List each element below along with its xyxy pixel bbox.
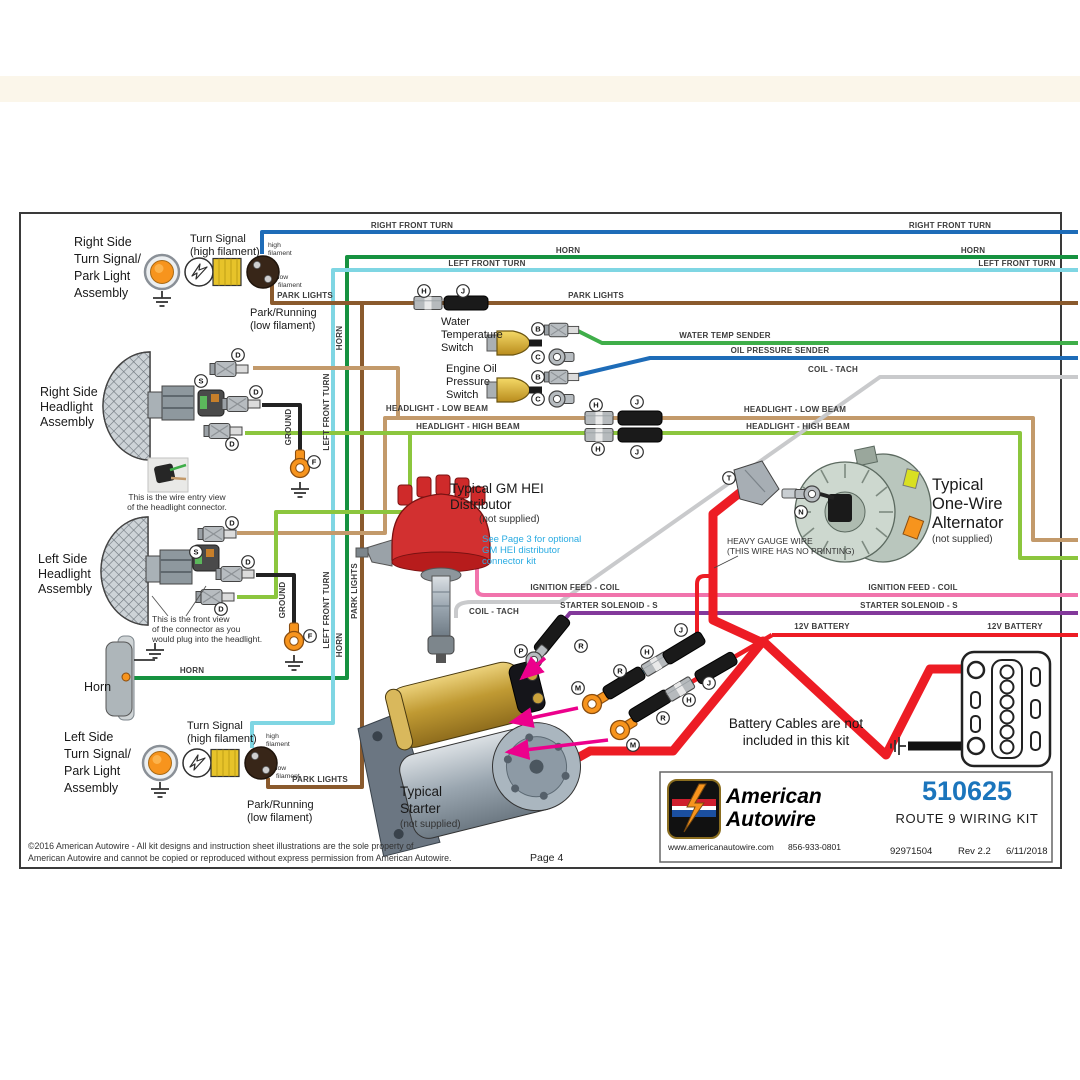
label-park-lights: PARK LIGHTS bbox=[277, 291, 333, 300]
label-left-front-turn: LEFT FRONT TURN bbox=[448, 259, 526, 268]
label-right-turn-assembly: Right Side bbox=[74, 235, 132, 249]
label-park-running: Park/Running bbox=[247, 799, 314, 811]
label-low-filament: filament bbox=[276, 773, 300, 780]
right-headlight-connector bbox=[198, 390, 224, 416]
label-high-beam: HEADLIGHT - HIGH BEAM bbox=[746, 422, 850, 431]
label-alternator: Alternator bbox=[932, 514, 1004, 532]
badge-text: N bbox=[798, 507, 804, 517]
brand-line: Autowire bbox=[726, 808, 816, 831]
connector-letter-d bbox=[242, 556, 255, 569]
label-right-turn-assembly: Assembly bbox=[74, 286, 129, 300]
label-high-beam: HEADLIGHT - HIGH BEAM bbox=[416, 422, 520, 431]
connector-letter-h bbox=[683, 694, 696, 707]
badge-text: H bbox=[593, 400, 599, 410]
label-left-turn-assembly: Park Light bbox=[64, 764, 121, 778]
connector-letter-b bbox=[532, 323, 545, 336]
badge-text: B bbox=[535, 372, 541, 382]
label-right-headlight: Right Side bbox=[40, 385, 98, 399]
page-number: Page 4 bbox=[530, 852, 564, 864]
label-right-turn-assembly: Turn Signal/ bbox=[74, 252, 141, 266]
connector-letter-r bbox=[657, 712, 670, 725]
badge-text: J bbox=[634, 447, 640, 457]
shrink-connector-low-beam bbox=[618, 411, 662, 425]
doc-number: 92971504 bbox=[890, 846, 933, 857]
badge-text: S bbox=[193, 547, 199, 557]
label-turn-signal-high: Turn Signal bbox=[190, 233, 246, 245]
label-right-headlight: Headlight bbox=[40, 400, 93, 414]
copyright-line: American Autowire and cannot be copied or reproduced without express permission from American Autowire. bbox=[28, 853, 452, 863]
brand-line: American bbox=[726, 785, 822, 808]
connector-letter-j bbox=[631, 396, 644, 409]
connector-letter-d bbox=[232, 349, 245, 362]
label-starter: Typical bbox=[400, 784, 443, 799]
connector-letter-m bbox=[627, 739, 640, 752]
label-right-front-turn: RIGHT FRONT TURN bbox=[908, 221, 992, 230]
note-battery-cables: included in this kit bbox=[742, 733, 850, 748]
label-left-turn-assembly: Turn Signal/ bbox=[64, 747, 131, 761]
american-autowire-logo bbox=[668, 780, 720, 838]
badge-text: M bbox=[629, 740, 637, 750]
label-starter-note: (not supplied) bbox=[400, 819, 461, 830]
connector-letter-h bbox=[590, 399, 603, 412]
label-high-filament: high bbox=[268, 242, 281, 249]
connector-letter-j bbox=[457, 285, 470, 298]
headlight-connector-photo bbox=[148, 458, 188, 492]
label-left-front-turn: LEFT FRONT TURN bbox=[978, 259, 1056, 268]
label-left-turn-assembly: Assembly bbox=[64, 781, 119, 795]
note-heavy-gauge: (THIS WIRE HAS NO PRINTING) bbox=[727, 546, 855, 556]
label-high-filament: high bbox=[266, 733, 279, 740]
note-headlight-front: of the connector as you bbox=[152, 624, 241, 634]
connector-letter-m bbox=[572, 682, 585, 695]
label-water-temp-switch: Temperature bbox=[441, 329, 503, 341]
label-ground-vertical: GROUND bbox=[278, 581, 287, 619]
kit-name: ROUTE 9 WIRING KIT bbox=[895, 811, 1039, 826]
badge-text: F bbox=[307, 631, 313, 641]
label-water-temp-switch: Switch bbox=[441, 342, 474, 354]
badge-text: T bbox=[726, 473, 732, 483]
label-park-lights: PARK LIGHTS bbox=[568, 291, 624, 300]
label-coil-tach: COIL - TACH bbox=[808, 365, 858, 374]
label-high-filament: filament bbox=[266, 741, 290, 748]
label-distributor: Typical GM HEI bbox=[450, 481, 544, 496]
label-ignition-feed: IGNITION FEED - COIL bbox=[530, 583, 620, 592]
connector-letter-r bbox=[614, 665, 627, 678]
connector-letter-r bbox=[575, 640, 588, 653]
note-heavy-gauge: HEAVY GAUGE WIRE bbox=[727, 536, 813, 546]
part-number: 510625 bbox=[921, 776, 1013, 806]
label-oil-pressure-switch: Switch bbox=[446, 389, 479, 401]
connector-letter-h bbox=[641, 646, 654, 659]
label-low-beam: HEADLIGHT - LOW BEAM bbox=[743, 405, 847, 414]
note-distributor: connector kit bbox=[482, 556, 536, 567]
connector-letter-j bbox=[631, 446, 644, 459]
label-coil-tach: COIL - TACH bbox=[469, 607, 519, 616]
label-low-filament: low bbox=[276, 765, 287, 772]
label-starter-solenoid: STARTER SOLENOID - S bbox=[560, 601, 658, 610]
badge-text: H bbox=[595, 444, 601, 454]
connector-letter-d bbox=[250, 386, 263, 399]
badge-text: J bbox=[460, 286, 466, 296]
label-horn: HORN bbox=[179, 666, 205, 675]
label-left-headlight: Headlight bbox=[38, 567, 91, 581]
butt-connector-park bbox=[414, 297, 442, 310]
badge-text: F bbox=[311, 457, 317, 467]
label-horn: HORN bbox=[555, 246, 581, 255]
label-ignition-feed: IGNITION FEED - COIL bbox=[868, 583, 958, 592]
label-water-temp-switch: Water bbox=[441, 316, 470, 328]
label-12v-battery: 12V BATTERY bbox=[987, 622, 1043, 631]
label-starter-solenoid: STARTER SOLENOID - S bbox=[860, 601, 958, 610]
badge-text: D bbox=[245, 557, 251, 567]
label-left-headlight: Left Side bbox=[38, 552, 88, 566]
label-left-headlight: Assembly bbox=[38, 582, 93, 596]
badge-text: D bbox=[218, 604, 224, 614]
label-starter: Starter bbox=[400, 801, 441, 816]
badge-text: J bbox=[706, 678, 712, 688]
note-headlight-front: This is the front view bbox=[152, 614, 230, 624]
label-turn-signal-high: (high filament) bbox=[187, 733, 257, 745]
label-right-headlight: Assembly bbox=[40, 415, 95, 429]
label-alternator: Typical bbox=[932, 476, 984, 494]
label-oil-pressure-switch: Pressure bbox=[446, 376, 491, 388]
connector-letter-h bbox=[418, 285, 431, 298]
note-headlight-front: would plug into the headlight. bbox=[152, 634, 263, 644]
label-park-lights-vertical: PARK LIGHTS bbox=[350, 563, 359, 619]
label-low-filament: low bbox=[278, 274, 289, 281]
badge-text: B bbox=[535, 324, 541, 334]
label-horn: HORN bbox=[960, 246, 986, 255]
badge-text: C bbox=[535, 352, 541, 362]
label-12v-battery: 12V BATTERY bbox=[794, 622, 850, 631]
note-battery-cables: Battery Cables are not bbox=[728, 716, 864, 731]
label-horn-vertical: HORN bbox=[335, 325, 344, 351]
title-block bbox=[660, 772, 1052, 862]
connector-letter-s bbox=[190, 546, 203, 559]
label-ground-vertical: GROUND bbox=[284, 408, 293, 446]
badge-text: D bbox=[235, 350, 241, 360]
badge-text: J bbox=[678, 625, 684, 635]
label-park-running: (low filament) bbox=[250, 320, 316, 332]
badge-text: H bbox=[421, 286, 427, 296]
connector-letter-d bbox=[226, 517, 239, 530]
connector-letter-s bbox=[195, 375, 208, 388]
label-park-lights: PARK LIGHTS bbox=[292, 775, 348, 784]
label-water-temp-sender: WATER TEMP SENDER bbox=[679, 331, 771, 340]
label-alternator: One-Wire bbox=[932, 495, 1003, 513]
label-alternator-note: (not supplied) bbox=[932, 534, 993, 545]
label-right-turn-assembly: Park Light bbox=[74, 269, 131, 283]
label-turn-signal-high: (high filament) bbox=[190, 246, 260, 258]
badge-text: J bbox=[634, 397, 640, 407]
connector-letter-d bbox=[226, 438, 239, 451]
badge-text: R bbox=[660, 713, 666, 723]
label-horn-vertical: HORN bbox=[335, 632, 344, 658]
connector-letter-n bbox=[795, 506, 808, 519]
label-left-front-turn-vertical: LEFT FRONT TURN bbox=[322, 571, 331, 649]
shrink-connector-high-beam bbox=[618, 428, 662, 442]
label-turn-signal-high: Turn Signal bbox=[187, 720, 243, 732]
label-right-front-turn: RIGHT FRONT TURN bbox=[370, 221, 454, 230]
connector-letter-c bbox=[532, 393, 545, 406]
connector-letter-f bbox=[304, 630, 317, 643]
badge-text: R bbox=[617, 666, 623, 676]
date: 6/11/2018 bbox=[1006, 846, 1048, 857]
revision: Rev 2.2 bbox=[958, 846, 991, 857]
shrink-connector-park bbox=[444, 296, 488, 310]
connector-letter-b bbox=[532, 371, 545, 384]
brand-phone: 856-933-0801 bbox=[788, 842, 841, 852]
badge-text: H bbox=[686, 695, 692, 705]
connector-letter-p bbox=[515, 645, 528, 658]
badge-text: D bbox=[229, 518, 235, 528]
connector-letter-c bbox=[532, 351, 545, 364]
connector-letter-j bbox=[703, 677, 716, 690]
badge-text: D bbox=[229, 439, 235, 449]
copyright-line: ©2016 American Autowire - All kit designs and instruction sheet illustrations are the sole property of bbox=[28, 841, 414, 851]
badge-text: R bbox=[578, 641, 584, 651]
label-low-beam: HEADLIGHT - LOW BEAM bbox=[385, 404, 489, 413]
brand-website: www.americanautowire.com bbox=[668, 842, 774, 852]
badge-text: M bbox=[574, 683, 582, 693]
connector-letter-j bbox=[675, 624, 688, 637]
label-distributor: Distributor bbox=[450, 497, 512, 512]
label-park-running: (low filament) bbox=[247, 812, 313, 824]
connector-letter-t bbox=[723, 472, 736, 485]
connector-letter-f bbox=[308, 456, 321, 469]
label-low-filament: filament bbox=[278, 282, 302, 289]
label-left-turn-assembly: Left Side bbox=[64, 730, 114, 744]
note-distributor: See Page 3 for optional bbox=[482, 534, 582, 545]
label-left-front-turn-vertical: LEFT FRONT TURN bbox=[322, 373, 331, 451]
badge-text: H bbox=[644, 647, 650, 657]
label-park-running: Park/Running bbox=[250, 307, 317, 319]
badge-text: C bbox=[535, 394, 541, 404]
label-distributor-note: (not supplied) bbox=[479, 514, 540, 525]
connector-letter-h bbox=[592, 443, 605, 456]
badge-text: S bbox=[198, 376, 204, 386]
note-headlight-entry: This is the wire entry view bbox=[128, 492, 226, 502]
note-headlight-entry: of the headlight connector. bbox=[127, 502, 227, 512]
page-top-band bbox=[0, 76, 1080, 102]
butt-connector-low-beam bbox=[585, 412, 613, 425]
badge-text: D bbox=[253, 387, 259, 397]
label-oil-pressure-sender: OIL PRESSURE SENDER bbox=[730, 346, 830, 355]
note-distributor: GM HEI distributor bbox=[482, 545, 561, 556]
label-oil-pressure-switch: Engine Oil bbox=[446, 363, 497, 375]
badge-text: P bbox=[518, 646, 524, 656]
label-high-filament: filament bbox=[268, 250, 292, 257]
label-horn-component: Horn bbox=[84, 680, 112, 694]
butt-connector-high-beam bbox=[585, 429, 613, 442]
